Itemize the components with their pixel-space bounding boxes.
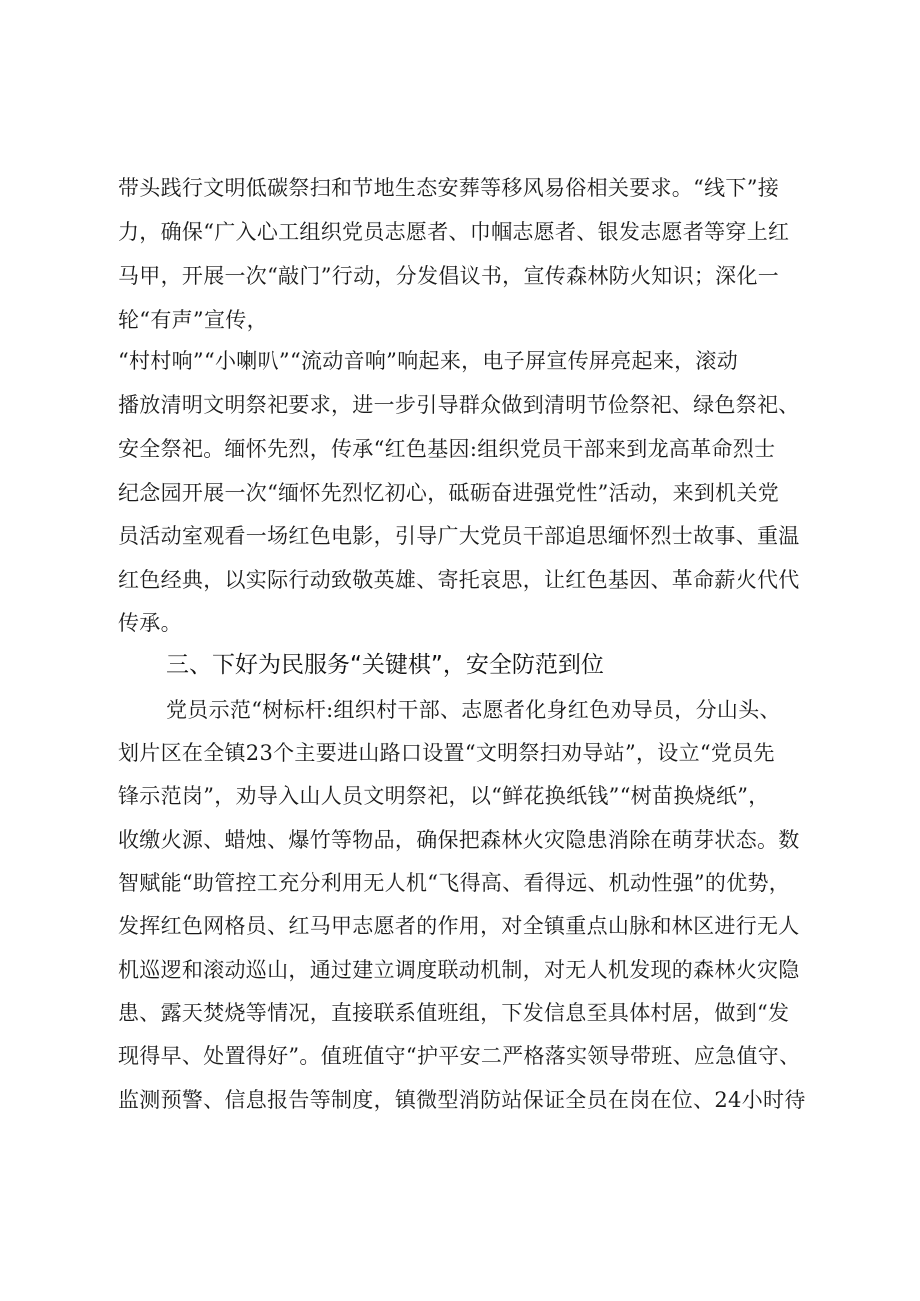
paragraph-2-line-1: “村村响”“小喇叭”“流动音响”响起来，电子屏宣传屏亮起来，滚动 — [118, 349, 739, 373]
paragraph-3-line-9: 现得早、处置得好”。值班值守“护平安二严格落实领导带班、应急值守、 — [118, 1044, 801, 1068]
paragraph-2-line-6: 红色经典，以实际行动致敬英雄、寄托哀思，让红色基因、革命薪火代代 — [118, 568, 800, 592]
paragraph-2-line-7: 传承。 — [118, 611, 182, 635]
paragraph-1-line-4: 轮“有声”宣传， — [118, 308, 268, 332]
paragraph-1-line-1: 带头践行文明低碳祭扫和节地生态安葬等移风易俗相关要求。“线下”接 — [118, 176, 780, 200]
paragraph-3-line-7: 机巡逻和滚动巡山，通过建立调度联动机制，对无人机发现的森林火灾隐 — [118, 958, 800, 982]
paragraph-3-line-1: 党员示范“树标杆:组织村干部、志愿者化身红色劝导员，分山头、 — [166, 698, 781, 722]
paragraph-3-line-10: 监测预警、信息报告等制度，镇微型消防站保证全员在岗在位、24小时待 — [118, 1088, 806, 1112]
paragraph-2-line-2: 播放清明文明祭祀要求，进一步引导群众做到清明节俭祭祀、绿色祭祀、 — [118, 393, 800, 417]
section-heading: 三、下好为民服务“关键棋”，安全防范到位 — [166, 652, 604, 678]
paragraph-2-line-4: 纪念园开展一次“缅怀先烈忆初心，砥砺奋进强党性”活动，来到机关党 — [118, 481, 780, 505]
paragraph-2-line-5: 员活动室观看一场红色电影，引导广大党员干部追思缅怀烈士故事、重温 — [118, 524, 800, 548]
paragraph-2-line-3: 安全祭祀。缅怀先烈，传承“红色基因:组织党员干部来到龙高革命烈士 — [118, 437, 776, 461]
paragraph-1-line-3: 马甲，开展一次“敲门”行动，分发倡议书，宣传森林防火知识；深化一 — [118, 264, 780, 288]
paragraph-3-line-5: 智赋能“助管控工充分利用无人机“飞得高、看得远、机动性强”的优势， — [118, 871, 791, 895]
paragraph-3-line-4: 收缴火源、蜡烛、爆竹等物品，确保把森林火灾隐患消除在萌芽状态。数 — [118, 828, 800, 852]
paragraph-3-line-3: 锋示范岗”，劝导入山人员文明祭祀，以“鲜花换纸钱”“树苗换烧纸”， — [118, 784, 770, 808]
paragraph-3-line-6: 发挥红色网格员、红马甲志愿者的作用，对全镇重点山脉和林区进行无人 — [118, 914, 800, 938]
paragraph-1-line-2: 力，确保“广入心工组织党员志愿者、巾帼志愿者、银发志愿者等穿上红 — [118, 220, 790, 244]
paragraph-3-line-2: 划片区在全镇23个主要进山路口设置“文明祭扫劝导站”，设立“党员先 — [118, 741, 775, 765]
paragraph-3-line-8: 患、露天焚烧等情况，直接联系值班组，下发信息至具体村居，做到“发 — [118, 1001, 790, 1025]
